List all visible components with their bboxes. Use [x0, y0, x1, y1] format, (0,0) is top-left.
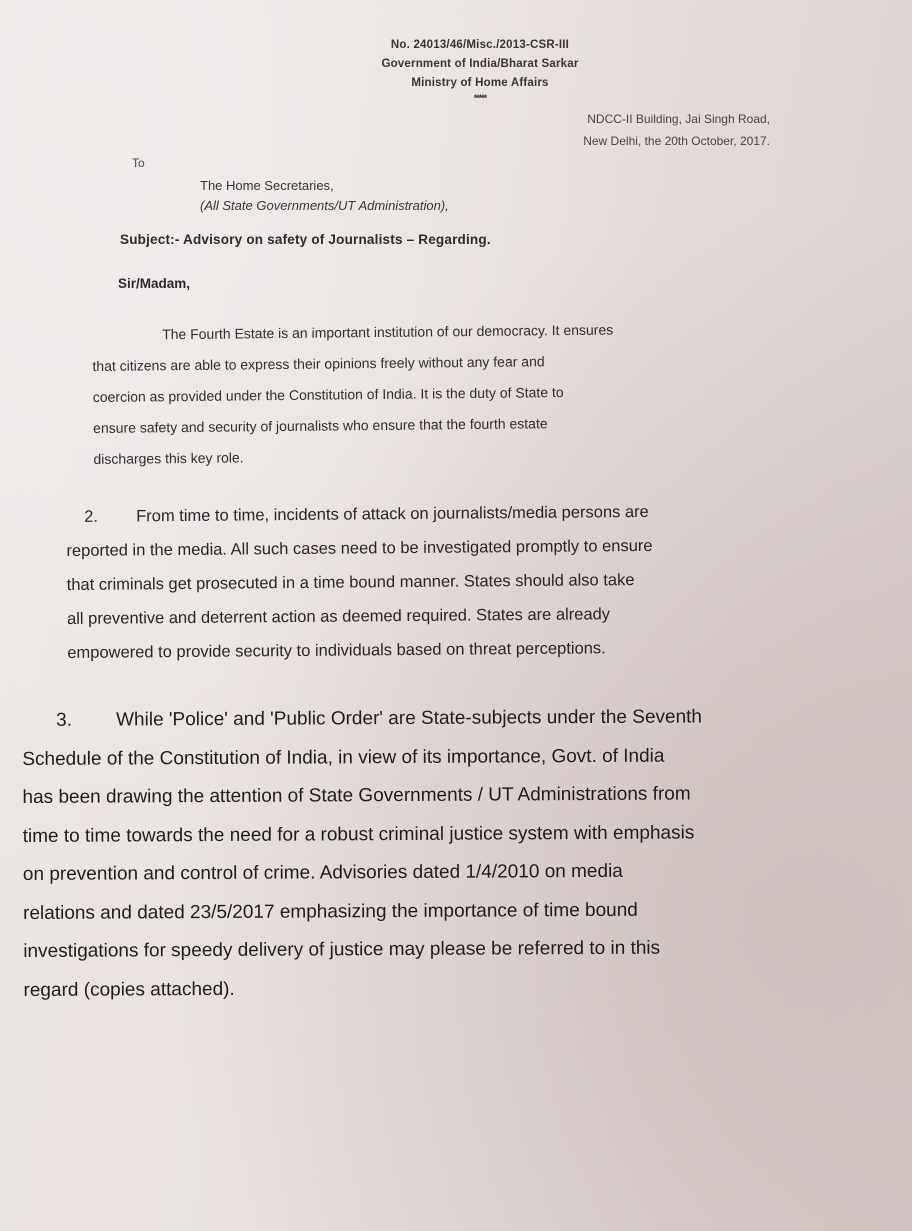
recipient-line-2: (All State Governments/UT Administration), [200, 198, 449, 213]
paragraph-number: 2. [84, 507, 98, 526]
salutation: Sir/Madam, [118, 276, 191, 291]
paragraph-line: coercion as provided under the Constitution of India. It is the duty of State to [92, 384, 564, 405]
paragraph-line: time to time towards the need for a robust criminal justice system with emphasis [22, 821, 695, 847]
paragraph-line: Schedule of the Constitution of India, in view of its importance, Govt. of India [22, 745, 665, 770]
header-divider: ***** [473, 93, 487, 103]
sender-address [470, 108, 770, 152]
paragraph-line: ensure safety and security of journalists who ensure that the fourth estate [93, 415, 548, 436]
to-label: To [132, 156, 145, 170]
paragraph-2 [66, 493, 827, 670]
paragraph-line: While 'Police' and 'Public Order' are State-subjects under the Seventh [116, 706, 703, 731]
paragraph-3 [22, 698, 854, 1010]
paragraph-line: relations and dated 23/5/2017 emphasizing the importance of time bound [23, 899, 638, 924]
ministry-name: Ministry of Home Affairs [411, 77, 549, 89]
paragraph-line: all preventive and deterrent action as deemed required. States are already [66, 605, 611, 628]
paragraph-line: discharges this key role. [93, 449, 244, 467]
paragraph-line: investigations for speedy delivery of justice may please be referred to in this [23, 937, 661, 962]
paragraph-line: on prevention and control of crime. Advisories dated 1/4/2010 on media [22, 860, 623, 885]
paragraph-line: that criminals get prosecuted in a time bound manner. States should also take [66, 571, 635, 594]
government-name: Government of India/Bharat Sarkar [381, 58, 579, 70]
letterhead [300, 36, 660, 103]
paragraph-line: The Fourth Estate is an important institution of our democracy. It ensures [162, 321, 614, 343]
paragraph-line: reported in the media. All such cases need to be investigated promptly to ensure [66, 536, 653, 560]
recipient-block [200, 176, 449, 216]
paragraph-line: regard (copies attached). [23, 978, 235, 1001]
paragraph-line: has been drawing the attention of State Governments / UT Administrations from [22, 783, 691, 808]
paragraph-1 [92, 313, 794, 475]
paragraph-line: From time to time, incidents of attack on journalists/media persons are [136, 502, 649, 526]
address-line-1: NDCC-II Building, Jai Singh Road, [587, 112, 770, 126]
subject-line: Subject:- Advisory on safety of Journalists – Regarding. [120, 232, 491, 247]
paragraph-number: 3. [56, 709, 73, 731]
paragraph-line: empowered to provide security to individuals based on threat perceptions. [67, 639, 606, 662]
paragraph-line: that citizens are able to express their opinions freely without any fear and [92, 353, 545, 374]
recipient-line-1: The Home Secretaries, [200, 178, 334, 193]
address-date-line: New Delhi, the 20th October, 2017. [583, 134, 770, 148]
reference-number: No. 24013/46/Misc./2013-CSR-III [390, 39, 570, 51]
